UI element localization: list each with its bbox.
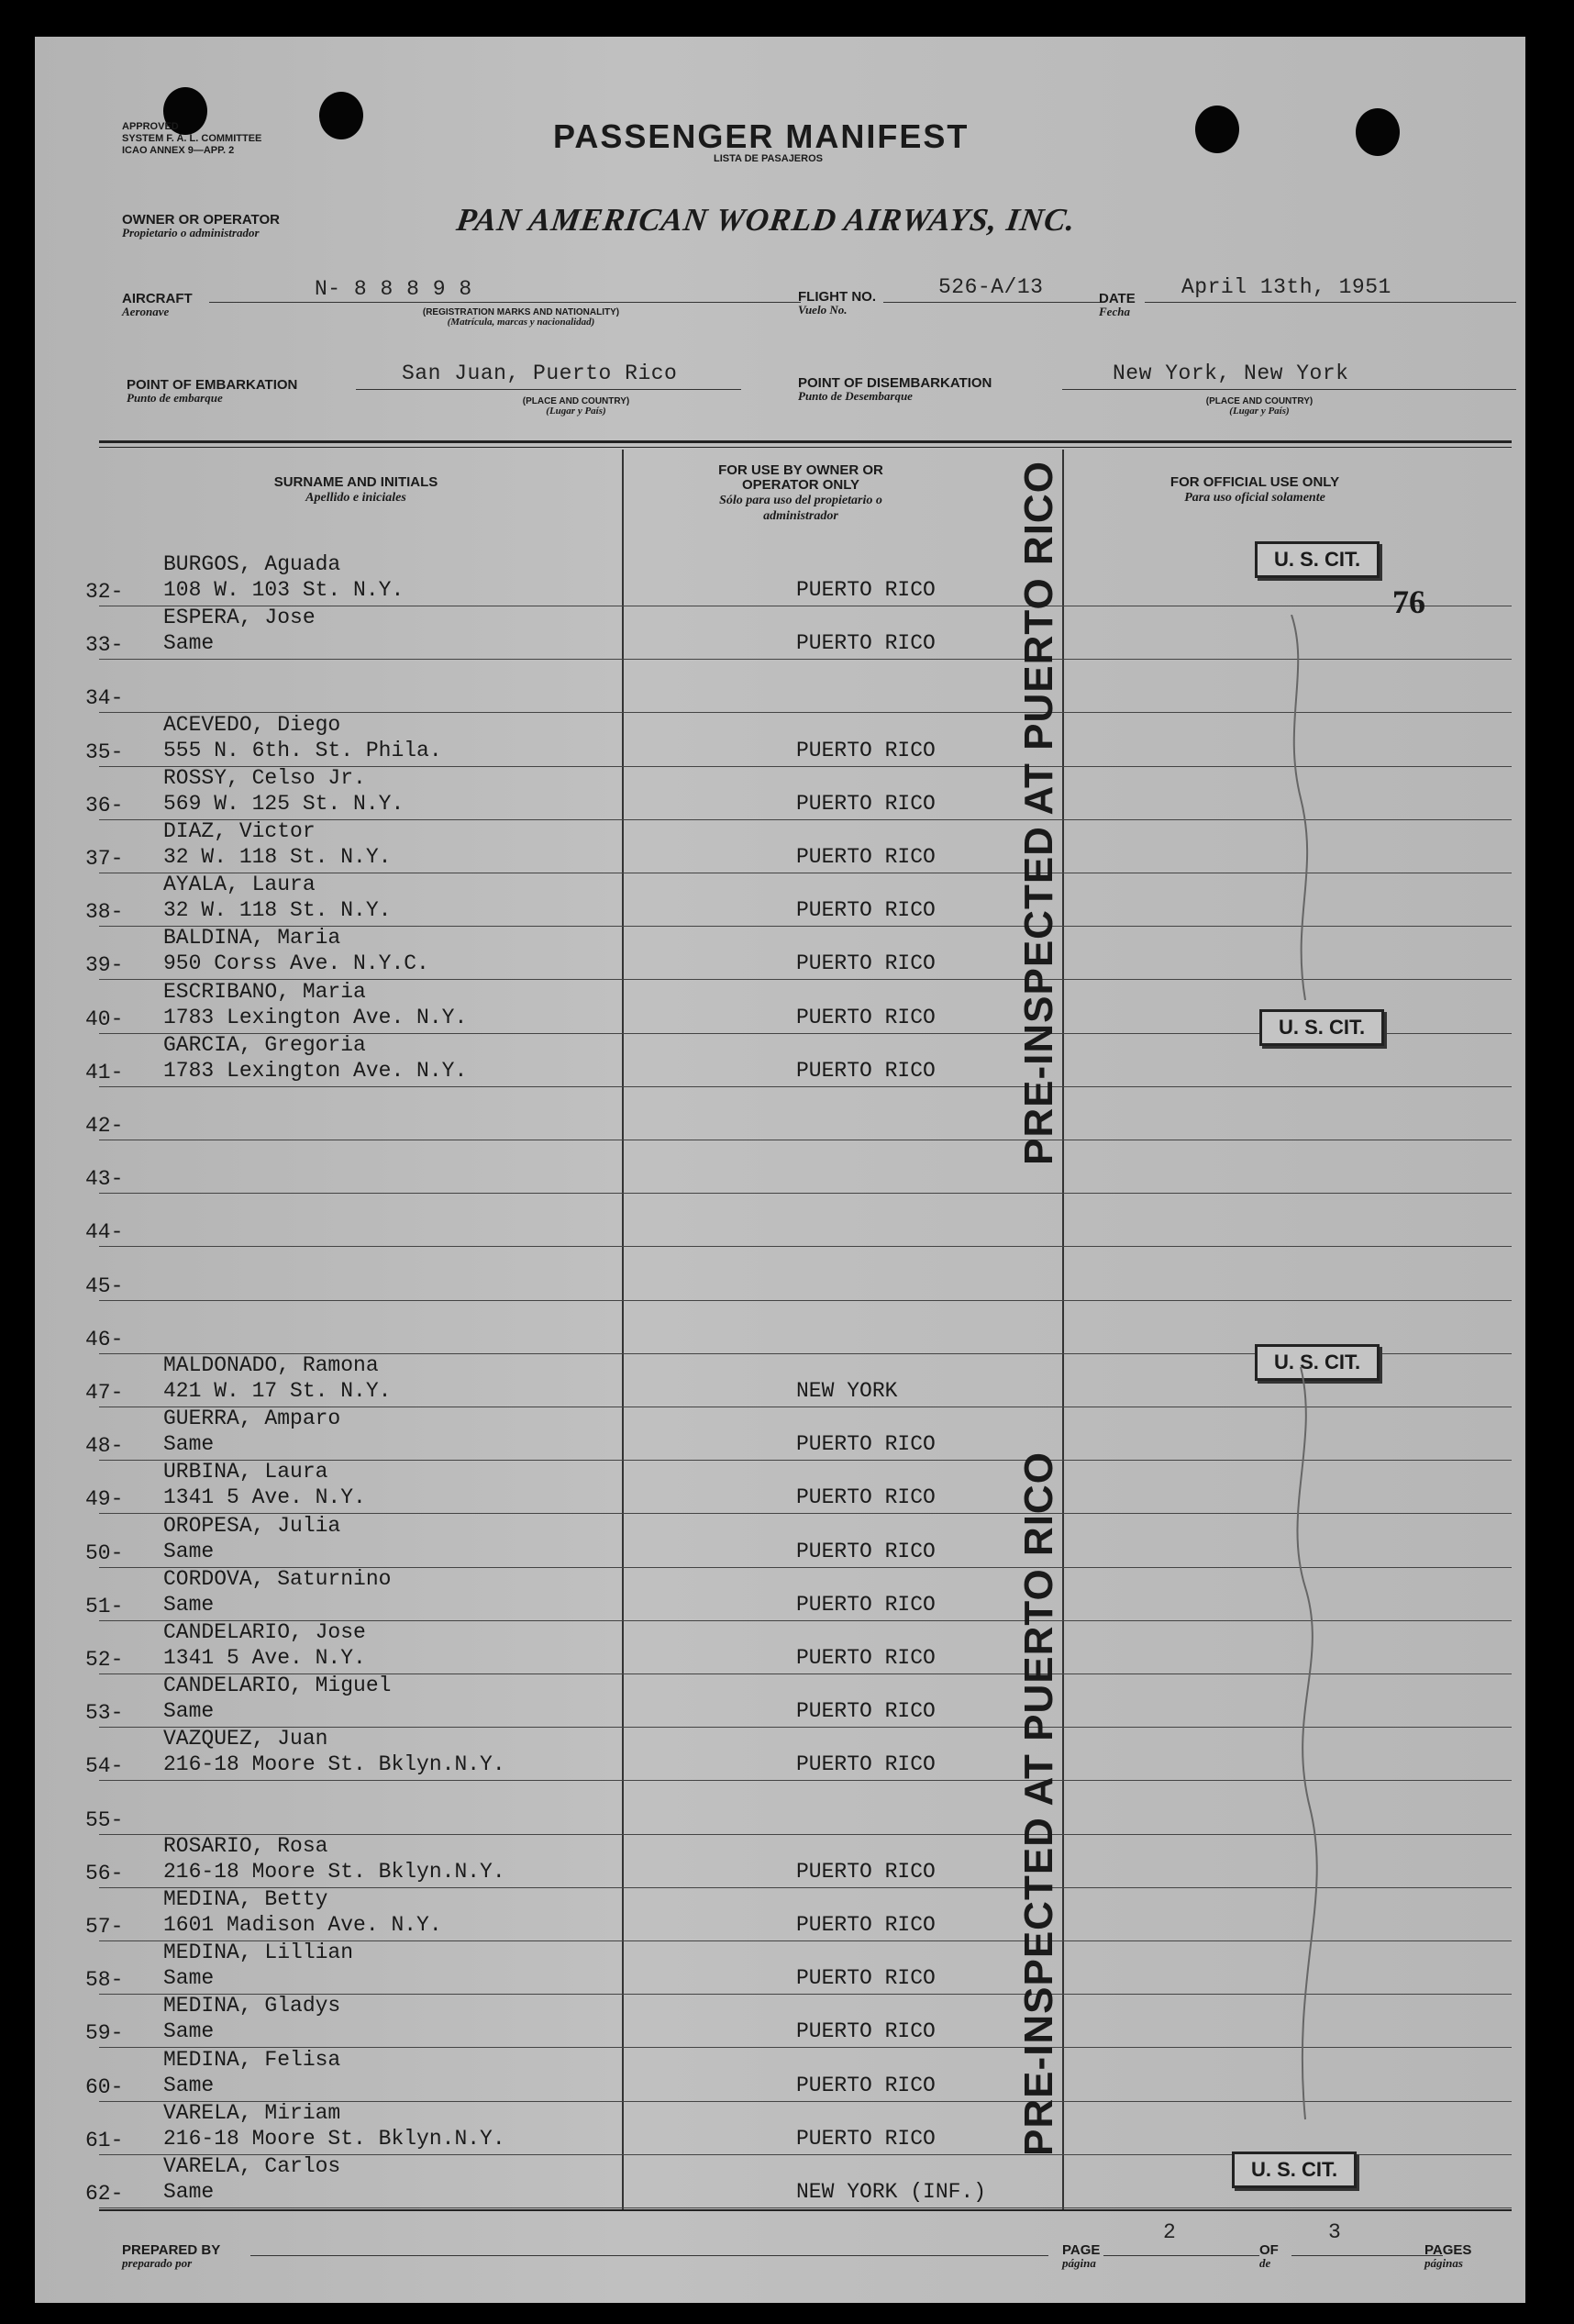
aircraft-label: AIRCRAFT — [122, 291, 193, 306]
passenger-address: Same — [163, 2073, 215, 2097]
passenger-origin: PUERTO RICO — [796, 2073, 936, 2097]
passenger-address: Same — [163, 2180, 215, 2204]
row-number: 50- — [85, 1540, 124, 1565]
footer-rule — [99, 2209, 1512, 2211]
passenger-name: ESPERA, Jose — [163, 606, 316, 630]
row-number: 54- — [85, 1754, 124, 1779]
disembarkation-caption-en: (PLACE AND COUNTRY) — [1205, 396, 1314, 406]
passenger-name: VARELA, Miriam — [163, 2100, 341, 2125]
of-label: OF — [1259, 2242, 1279, 2258]
pencil-mark — [1273, 615, 1328, 2174]
row-number: 62- — [85, 2182, 124, 2206]
passenger-origin: PUERTO RICO — [796, 1966, 936, 1991]
passenger-origin: PUERTO RICO — [796, 1859, 936, 1884]
pages-label-group — [1424, 2243, 1471, 2269]
passenger-origin: PUERTO RICO — [796, 578, 936, 602]
flight-value: 526-A/13 — [938, 275, 1044, 299]
passenger-address: 216-18 Moore St. Bklyn.N.Y. — [163, 1752, 505, 1777]
approval-line-3: ICAO ANNEX 9—APP. 2 — [122, 145, 235, 156]
row-number: 49- — [85, 1487, 124, 1512]
embarkation-label-es: Punto de embarque — [127, 391, 223, 405]
owner-label-group — [122, 213, 280, 239]
passenger-name: ACEVEDO, Diego — [163, 712, 341, 737]
row-number: 48- — [85, 1434, 124, 1459]
page-label: PAGE — [1062, 2242, 1101, 2258]
row-number: 41- — [85, 1060, 124, 1084]
header-rule — [99, 440, 1512, 443]
page-title: PASSENGER MANIFEST — [553, 117, 970, 155]
aircraft-value: N- 8 8 8 9 8 — [315, 277, 472, 301]
passenger-address: 1341 5 Ave. N.Y. — [163, 1485, 366, 1510]
us-cit-stamp: U. S. CIT. — [1255, 541, 1380, 578]
passenger-name: AYALA, Laura — [163, 873, 316, 897]
passenger-origin: PUERTO RICO — [796, 1646, 936, 1670]
row-number: 33- — [85, 633, 124, 658]
passenger-name: DIAZ, Victor — [163, 819, 316, 843]
passenger-address: 108 W. 103 St. N.Y. — [163, 578, 405, 602]
row-number: 60- — [85, 2074, 124, 2099]
column-header-official — [1136, 475, 1374, 506]
of-value: 3 — [1328, 2220, 1342, 2244]
us-cit-stamp: U. S. CIT. — [1259, 1009, 1384, 1046]
passenger-origin: PUERTO RICO — [796, 898, 936, 923]
passenger-origin: PUERTO RICO — [796, 1592, 936, 1617]
embarkation-caption — [475, 396, 677, 417]
passenger-name: ESCRIBANO, Maria — [163, 979, 366, 1004]
us-cit-stamp: U. S. CIT. — [1255, 1344, 1380, 1381]
owner-label: OWNER OR OPERATOR — [122, 212, 280, 228]
header-rule-2 — [99, 447, 1512, 448]
column-header-official-es: Para uso oficial solamente — [1184, 491, 1325, 505]
passenger-name: BURGOS, Aguada — [163, 552, 341, 576]
passenger-name: VAZQUEZ, Juan — [163, 1727, 328, 1751]
embarkation-value: San Juan, Puerto Rico — [402, 361, 678, 385]
row-number: 55- — [85, 1807, 124, 1832]
owner-label-es: Propietario o administrador — [122, 226, 260, 239]
pre-inspected-stamp: PRE-INSPECTED AT PUERTO RICO — [1016, 461, 1061, 1165]
passenger-origin: PUERTO RICO — [796, 1005, 936, 1029]
date-value: April 13th, 1951 — [1181, 275, 1391, 299]
embarkation-caption-en: (PLACE AND COUNTRY) — [522, 396, 630, 406]
prepared-by-underline — [250, 2255, 1048, 2256]
column-header-owner-use-es: Sólo para uso del propietario o administrador — [719, 494, 882, 523]
of-underline — [1291, 2255, 1443, 2256]
passenger-address: Same — [163, 1592, 215, 1617]
passenger-origin: PUERTO RICO — [796, 2019, 936, 2044]
passenger-address: Same — [163, 2019, 215, 2044]
passenger-name: VARELA, Carlos — [163, 2154, 341, 2178]
date-underline — [1145, 302, 1516, 303]
row-number: 44- — [85, 1220, 124, 1245]
date-label: DATE — [1099, 291, 1136, 306]
passenger-address: 216-18 Moore St. Bklyn.N.Y. — [163, 2126, 505, 2151]
passenger-address: 1783 Lexington Ave. N.Y. — [163, 1005, 468, 1029]
row-number: 58- — [85, 1968, 124, 1993]
approval-line-1: APPROVED — [122, 121, 179, 132]
aircraft-caption-en: (REGISTRATION MARKS AND NATIONALITY) — [422, 307, 620, 317]
passenger-origin: PUERTO RICO — [796, 845, 936, 869]
row-number: 57- — [85, 1915, 124, 1939]
prepared-by-label: PREPARED BY — [122, 2242, 221, 2258]
row-number: 45- — [85, 1273, 124, 1298]
row-number: 32- — [85, 580, 124, 604]
passenger-name: MEDINA, Lillian — [163, 1940, 354, 1965]
column-header-surname — [218, 475, 493, 506]
passenger-name: GUERRA, Amparo — [163, 1407, 341, 1431]
row-rule — [99, 2207, 1512, 2208]
passenger-address: 1601 Madison Ave. N.Y. — [163, 1913, 442, 1937]
punch-hole — [1195, 106, 1239, 153]
row-number: 42- — [85, 1114, 124, 1138]
column-header-surname-es: Apellido e iniciales — [305, 491, 406, 505]
passenger-name: MEDINA, Felisa — [163, 2047, 341, 2072]
disembarkation-caption — [1158, 396, 1360, 417]
pages-label: PAGES — [1424, 2242, 1472, 2258]
disembarkation-caption-es: (Lugar y País) — [1229, 406, 1290, 417]
passenger-name: BALDINA, Maria — [163, 926, 341, 951]
passenger-origin: PUERTO RICO — [796, 791, 936, 816]
column-divider-1 — [622, 450, 624, 2211]
disembarkation-label: POINT OF DISEMBARKATION — [798, 375, 992, 391]
aircraft-label-es: Aeronave — [122, 305, 170, 318]
row-number: 52- — [85, 1648, 124, 1672]
passenger-origin: PUERTO RICO — [796, 738, 936, 762]
passenger-address: Same — [163, 1699, 215, 1724]
passenger-name: URBINA, Laura — [163, 1460, 328, 1484]
row-number: 56- — [85, 1861, 124, 1885]
column-header-owner-use — [695, 463, 906, 524]
passenger-address: 421 W. 17 St. N.Y. — [163, 1379, 392, 1403]
page-underline — [1103, 2255, 1259, 2256]
passenger-name: OROPESA, Julia — [163, 1513, 341, 1538]
column-header-owner-use-en: FOR USE BY OWNER OR OPERATOR ONLY — [718, 462, 883, 493]
passenger-origin: PUERTO RICO — [796, 1752, 936, 1777]
row-number: 37- — [85, 847, 124, 871]
hand-written-number: 76 — [1392, 584, 1425, 620]
aircraft-underline — [209, 302, 801, 303]
row-number: 38- — [85, 900, 124, 925]
date-label-group — [1099, 292, 1136, 317]
page-label-es: página — [1062, 2256, 1096, 2270]
row-number: 35- — [85, 739, 124, 764]
passenger-address: 32 W. 118 St. N.Y. — [163, 898, 392, 923]
embarkation-caption-es: (Lugar y País) — [546, 406, 606, 417]
flight-label: FLIGHT NO. — [798, 289, 876, 305]
page-subtitle: LISTA DE PASAJEROS — [714, 153, 823, 164]
punch-hole — [1356, 108, 1400, 156]
aircraft-label-group — [122, 292, 193, 317]
row-number: 51- — [85, 1594, 124, 1618]
passenger-address: 32 W. 118 St. N.Y. — [163, 845, 392, 869]
page-value: 2 — [1163, 2220, 1177, 2244]
row-number: 53- — [85, 1701, 124, 1726]
column-header-surname-en: SURNAME AND INITIALS — [273, 474, 438, 490]
flight-label-group — [798, 290, 876, 316]
passenger-address: 216-18 Moore St. Bklyn.N.Y. — [163, 1859, 505, 1884]
approval-line-2: SYSTEM F. A. L. COMMITTEE — [122, 133, 262, 144]
embarkation-label: POINT OF EMBARKATION — [127, 377, 298, 393]
embarkation-label-group — [127, 378, 297, 404]
approval-block — [122, 121, 261, 157]
punch-hole — [319, 92, 363, 139]
column-header-official-en: FOR OFFICIAL USE ONLY — [1169, 474, 1340, 490]
passenger-address: 950 Corss Ave. N.Y.C. — [163, 951, 429, 976]
passenger-address: Same — [163, 1966, 215, 1991]
us-cit-stamp: U. S. CIT. — [1232, 2152, 1357, 2188]
passenger-origin: PUERTO RICO — [796, 1058, 936, 1083]
row-number: 47- — [85, 1381, 124, 1405]
passenger-name: CANDELARIO, Jose — [163, 1620, 366, 1644]
disembarkation-underline — [1062, 389, 1516, 390]
row-number: 36- — [85, 793, 124, 817]
column-divider-2 — [1062, 450, 1064, 2211]
passenger-origin: PUERTO RICO — [796, 1485, 936, 1510]
passenger-address: Same — [163, 1539, 215, 1563]
passenger-origin: PUERTO RICO — [796, 1539, 936, 1563]
disembarkation-label-group — [798, 376, 992, 402]
passenger-address: Same — [163, 1432, 215, 1457]
passenger-origin: PUERTO RICO — [796, 1913, 936, 1937]
passenger-address: 1783 Lexington Ave. N.Y. — [163, 1058, 468, 1083]
passenger-name: GARCIA, Gregoria — [163, 1032, 366, 1057]
passenger-origin: PUERTO RICO — [796, 951, 936, 976]
passenger-origin: NEW YORK (INF.) — [796, 2180, 987, 2204]
passenger-address: Same — [163, 631, 215, 656]
row-number: 46- — [85, 1327, 124, 1351]
disembarkation-label-es: Punto de Desembarque — [798, 389, 913, 403]
passenger-address: 1341 5 Ave. N.Y. — [163, 1646, 366, 1670]
passenger-origin: PUERTO RICO — [796, 631, 936, 656]
owner-value: PAN AMERICAN WORLD AIRWAYS, INC. — [454, 202, 1079, 238]
embarkation-underline — [356, 389, 741, 390]
aircraft-caption-es: (Matrícula, marcas y nacionalidad) — [447, 317, 595, 328]
row-number: 59- — [85, 2021, 124, 2046]
date-label-es: Fecha — [1099, 305, 1130, 318]
pages-label-es: páginas — [1424, 2256, 1463, 2270]
page-label-group — [1062, 2243, 1100, 2269]
row-number: 34- — [85, 686, 124, 711]
prepared-by-group — [122, 2243, 220, 2269]
row-number: 40- — [85, 1006, 124, 1031]
aircraft-caption — [347, 307, 695, 328]
flight-underline — [883, 302, 1103, 303]
passenger-name: MALDONADO, Ramona — [163, 1353, 379, 1377]
flight-label-es: Vuelo No. — [798, 303, 848, 317]
passenger-origin: PUERTO RICO — [796, 1432, 936, 1457]
passenger-origin: PUERTO RICO — [796, 2126, 936, 2151]
of-label-es: de — [1259, 2256, 1271, 2270]
row-number: 61- — [85, 2128, 124, 2152]
passenger-name: CORDOVA, Saturnino — [163, 1566, 392, 1591]
passenger-name: CANDELARIO, Miguel — [163, 1674, 392, 1698]
passenger-name: MEDINA, Gladys — [163, 1994, 341, 2018]
passenger-name: MEDINA, Betty — [163, 1887, 328, 1911]
passenger-origin: NEW YORK — [796, 1379, 898, 1403]
row-number: 39- — [85, 953, 124, 978]
passenger-origin: PUERTO RICO — [796, 1699, 936, 1724]
of-label-group — [1259, 2243, 1279, 2269]
row-number: 43- — [85, 1167, 124, 1192]
passenger-address: 555 N. 6th. St. Phila. — [163, 738, 442, 762]
passenger-address: 569 W. 125 St. N.Y. — [163, 791, 405, 816]
prepared-by-label-es: preparado por — [122, 2256, 193, 2270]
disembarkation-value: New York, New York — [1113, 361, 1349, 385]
passenger-name: ROSARIO, Rosa — [163, 1833, 328, 1858]
manifest-sheet — [35, 37, 1525, 2303]
pre-inspected-stamp: PRE-INSPECTED AT PUERTO RICO — [1016, 1451, 1061, 2156]
passenger-name: ROSSY, Celso Jr. — [163, 765, 366, 790]
